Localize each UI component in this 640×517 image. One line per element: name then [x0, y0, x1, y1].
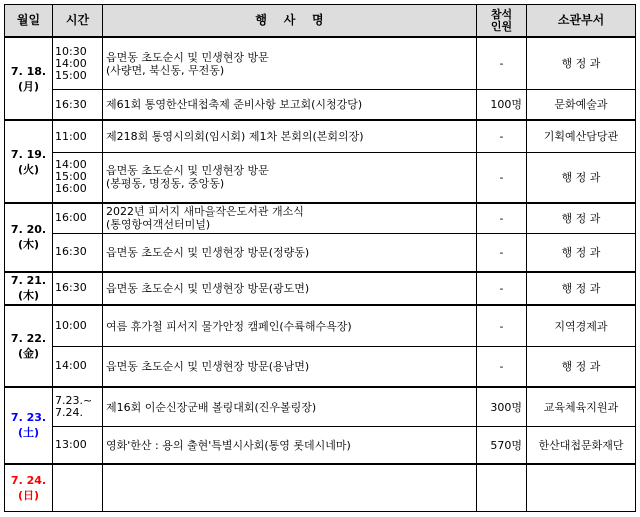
department-cell: 행 정 과 [527, 152, 636, 203]
table-row [5, 387, 636, 427]
attendance-cell: - [477, 305, 527, 346]
time-cell [53, 37, 103, 90]
time-cell [53, 90, 103, 121]
table-row [5, 305, 636, 346]
date-cell [5, 464, 53, 512]
header-attendance-line1: 참석 [490, 7, 513, 21]
event-cell [103, 464, 477, 512]
schedule-body [5, 37, 636, 512]
table-row [5, 37, 636, 90]
attendance-cell: - [477, 347, 527, 387]
attendance-cell: - [477, 272, 527, 306]
event-text: 영화'한산 : 용의 출현'특별시사회(통영 롯데시네마) [106, 438, 351, 452]
event-text: 제61회 통영한산대첩축제 준비사항 보고회(시청강당) [106, 98, 363, 112]
department-cell: 행 정 과 [527, 203, 636, 234]
event-text: 읍면동 초도순시 및 민생현장 방문(정량동) [106, 245, 310, 259]
time-cell [53, 387, 103, 427]
time-text: 16:00 [55, 211, 87, 225]
header-attendance-line2: 인원 [490, 19, 513, 33]
department-cell: 행 정 과 [527, 272, 636, 306]
date-cell [5, 120, 53, 202]
time-cell [53, 427, 103, 464]
weekday-text: (木) [17, 238, 40, 252]
time-cell [53, 464, 103, 512]
event-text: 제218회 통영시의회(임시회) 제1차 본회의(본회의장) [106, 130, 364, 144]
event-cell [103, 272, 477, 306]
date-text: 7. 18. [10, 64, 47, 78]
event-text: 읍면동 초도순시 및 민생현장 방문(용남면) [106, 359, 310, 373]
header-time: 시간 [53, 5, 103, 38]
weekday-text: (木) [17, 289, 40, 303]
department-cell: 교육체육지원과 [527, 387, 636, 427]
event-text: 읍면동 초도순시 및 민생현장 방문 [106, 50, 269, 64]
attendance-cell: - [477, 120, 527, 152]
date-cell [5, 37, 53, 120]
time-text: 14:00 [55, 158, 87, 172]
weekday-text: (土) [17, 426, 40, 440]
date-text: 7. 23. [10, 411, 47, 425]
header-event [103, 5, 477, 38]
header-date: 월일 [5, 5, 53, 38]
event-cell [103, 305, 477, 346]
time-cell [53, 152, 103, 203]
table-row [5, 120, 636, 152]
date-text: 7. 21. [10, 274, 47, 288]
time-text: 11:00 [55, 129, 87, 143]
table-row [5, 427, 636, 464]
event-cell [103, 37, 477, 90]
table-row [5, 347, 636, 387]
department-cell: 행 정 과 [527, 234, 636, 272]
department-cell: 행 정 과 [527, 347, 636, 387]
attendance-cell: 300명 [477, 387, 527, 427]
date-cell [5, 272, 53, 306]
event-cell [103, 203, 477, 234]
event-cell [103, 347, 477, 387]
time-text: 16:30 [55, 281, 87, 295]
event-text: (통영항여객선터미널) [106, 218, 211, 232]
department-cell: 기획예산담당관 [527, 120, 636, 152]
header-attendance [477, 5, 527, 38]
event-cell [103, 427, 477, 464]
event-text: 여름 휴가철 피서지 물가안정 캠페인(수륙해수욕장) [106, 319, 352, 333]
time-text: 10:00 [55, 319, 87, 333]
date-text: 7. 24. [10, 473, 47, 487]
department-cell: 행 정 과 [527, 37, 636, 90]
header-event-label: 행 사 명 [255, 13, 324, 27]
weekday-text: (金) [17, 347, 40, 361]
department-cell: 한산대첩문화재단 [527, 427, 636, 464]
time-text: 7.24. [55, 406, 83, 420]
time-cell [53, 120, 103, 152]
time-text: 14:00 [55, 56, 87, 70]
attendance-cell: - [477, 152, 527, 203]
date-cell [5, 387, 53, 464]
time-cell [53, 305, 103, 346]
time-text: 14:00 [55, 359, 87, 373]
event-cell [103, 120, 477, 152]
time-cell [53, 272, 103, 306]
event-text: (봉평동, 명정동, 중앙동) [106, 177, 225, 191]
time-cell [53, 203, 103, 234]
table-row [5, 234, 636, 272]
time-text: 10:30 [55, 44, 87, 58]
attendance-cell: - [477, 37, 527, 90]
table-row [5, 464, 636, 512]
event-text: 제16회 이순신장군배 볼링대회(진우볼링장) [106, 400, 317, 414]
department-cell: 지역경제과 [527, 305, 636, 346]
time-text: 16:30 [55, 245, 87, 259]
attendance-cell: - [477, 203, 527, 234]
time-cell [53, 347, 103, 387]
date-cell [5, 203, 53, 272]
event-cell [103, 152, 477, 203]
date-cell [5, 305, 53, 386]
attendance-cell: - [477, 234, 527, 272]
time-text: 16:30 [55, 97, 87, 111]
time-text: 7.23.~ [55, 394, 93, 408]
department-cell [527, 464, 636, 512]
event-cell [103, 90, 477, 121]
schedule-table [4, 4, 636, 512]
attendance-cell [477, 464, 527, 512]
event-text: (사량면, 북신동, 무전동) [106, 63, 225, 77]
header-department: 소관부서 [527, 5, 636, 38]
event-text: 읍면동 초도순시 및 민생현장 방문(광도면) [106, 281, 310, 295]
event-text: 2022년 피서지 새마을작은도서관 개소식 [106, 205, 304, 219]
time-text: 13:00 [55, 438, 87, 452]
event-cell [103, 234, 477, 272]
time-text: 16:00 [55, 182, 87, 196]
table-row [5, 90, 636, 121]
time-text: 15:00 [55, 170, 87, 184]
time-text: 15:00 [55, 68, 87, 82]
weekday-text: (火) [17, 162, 40, 176]
table-row [5, 272, 636, 306]
date-text: 7. 22. [10, 332, 47, 346]
weekday-text: (日) [17, 488, 40, 502]
weekday-text: (月) [17, 79, 40, 93]
schedule-document [4, 4, 635, 512]
event-cell [103, 387, 477, 427]
attendance-cell: 100명 [477, 90, 527, 121]
department-cell: 문화예술과 [527, 90, 636, 121]
header-row [5, 5, 636, 38]
table-row [5, 152, 636, 203]
attendance-cell: 570명 [477, 427, 527, 464]
date-text: 7. 20. [10, 223, 47, 237]
time-cell [53, 234, 103, 272]
table-row [5, 203, 636, 234]
date-text: 7. 19. [10, 147, 47, 161]
event-text: 읍면동 초도순시 및 민생현장 방문 [106, 164, 269, 178]
